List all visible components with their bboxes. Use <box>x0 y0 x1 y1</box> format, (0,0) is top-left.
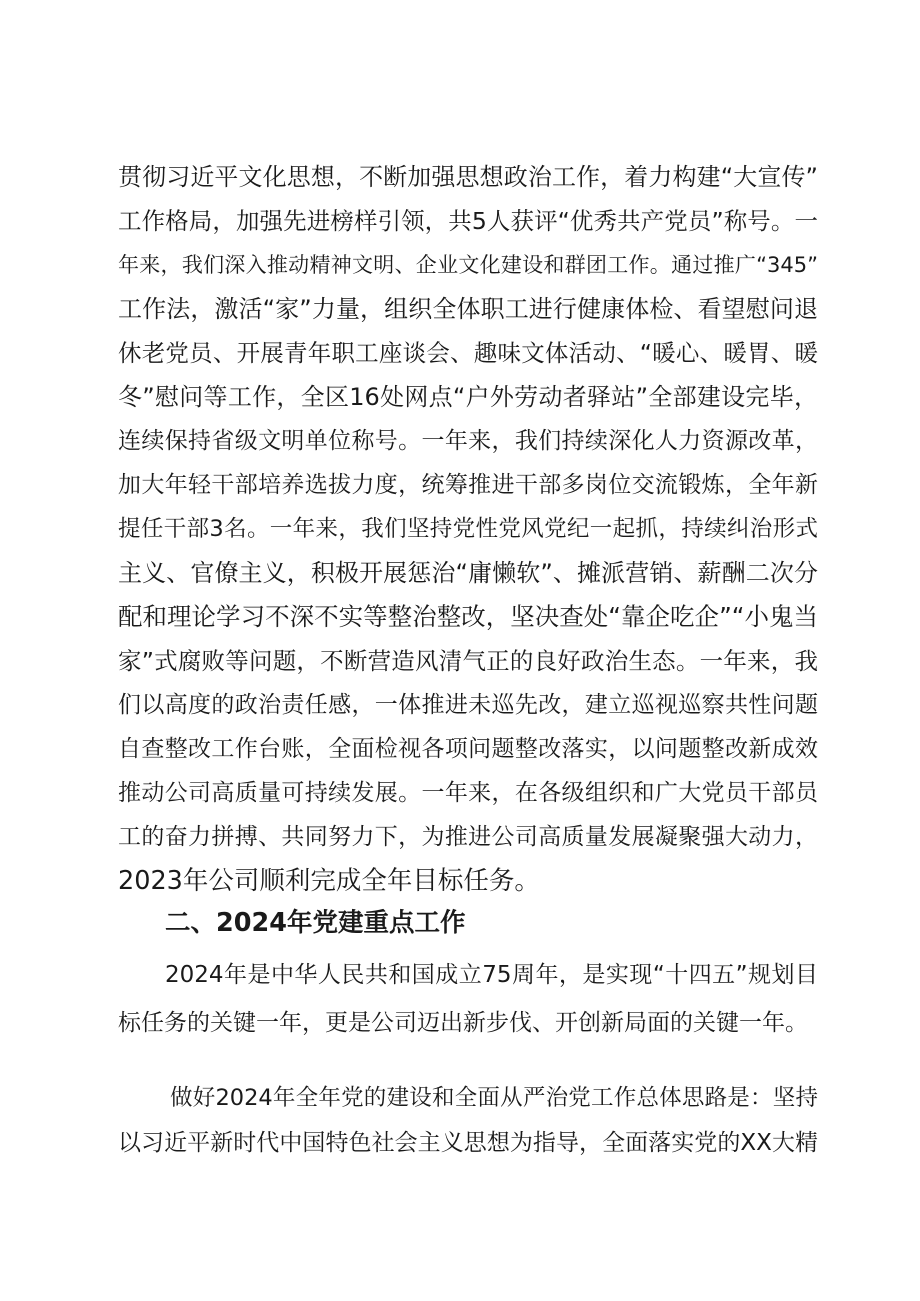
paragraph-line: 贯彻习近平文化思想，不断加强思想政治工作，着力构建“大宣传” <box>118 163 818 191</box>
paragraph-line: 加大年轻干部培养选拔力度，统筹推进干部多岗位交流锻炼，全年新 <box>118 472 818 498</box>
paragraph-line: 2024年是中华人民共和国成立75周年，是实现“十四五”规划目 <box>165 962 818 988</box>
paragraph-line: 工的奋力拼搏、共同努力下，为推进公司高质量发展凝聚强大动力， <box>118 824 818 850</box>
paragraph-line: 自查整改工作台账，全面检视各项问题整改落实，以问题整改新成效 <box>118 736 818 762</box>
paragraph-line: 推动公司高质量可持续发展。一年来，在各级组织和广大党员干部员 <box>118 780 818 806</box>
section-heading: 二、2024年党建重点工作 <box>165 908 466 938</box>
paragraph-line: 工作法，激活“家”力量，组织全体职工进行健康体检、看望慰问退 <box>118 295 818 323</box>
paragraph-line: 冬”慰问等工作，全区16处网点“户外劳动者驿站”全部建设完毕， <box>118 383 818 411</box>
paragraph-line: 以习近平新时代中国特色社会主义思想为指导，全面落实党的XX大精 <box>118 1130 818 1156</box>
paragraph-line: 标任务的关键一年，更是公司迈出新步伐、开创新局面的关键一年。 <box>118 1010 808 1036</box>
paragraph-line: 工作格局，加强先进榜样引领，共5人获评“优秀共产党员”称号。一 <box>118 207 818 235</box>
paragraph-line: 连续保持省级文明单位称号。一年来，我们持续深化人力资源改革， <box>118 428 818 454</box>
paragraph-line: 配和理论学习不深不实等整治整改，坚决查处“靠企吃企”“小鬼当 <box>118 602 818 631</box>
paragraph-line: 家”式腐败等问题，不断营造风清气正的良好政治生态。一年来，我 <box>118 647 818 675</box>
paragraph-line: 们以高度的政治责任感，一体推进未巡先改，建立巡视巡察共性问题 <box>118 692 818 718</box>
paragraph-line: 提任干部3名。一年来，我们坚持党性党风党纪一起抓，持续纠治形式 <box>118 516 818 542</box>
paragraph-line: 做好2024年全年党的建设和全面从严治党工作总体思路是：坚持 <box>170 1085 818 1111</box>
paragraph-line: 休老党员、开展青年职工座谈会、趣味文体活动、“暖心、暖胃、暖 <box>118 339 818 367</box>
paragraph-line: 2023年公司顺利完成全年目标任务。 <box>118 866 540 896</box>
paragraph-line: 主义、官僚主义，积极开展惩治“庸懒软”、摊派营销、薪酬二次分 <box>118 559 818 587</box>
paragraph-line: 年来，我们深入推动精神文明、企业文化建设和群团工作。通过推广“345” <box>118 253 818 277</box>
